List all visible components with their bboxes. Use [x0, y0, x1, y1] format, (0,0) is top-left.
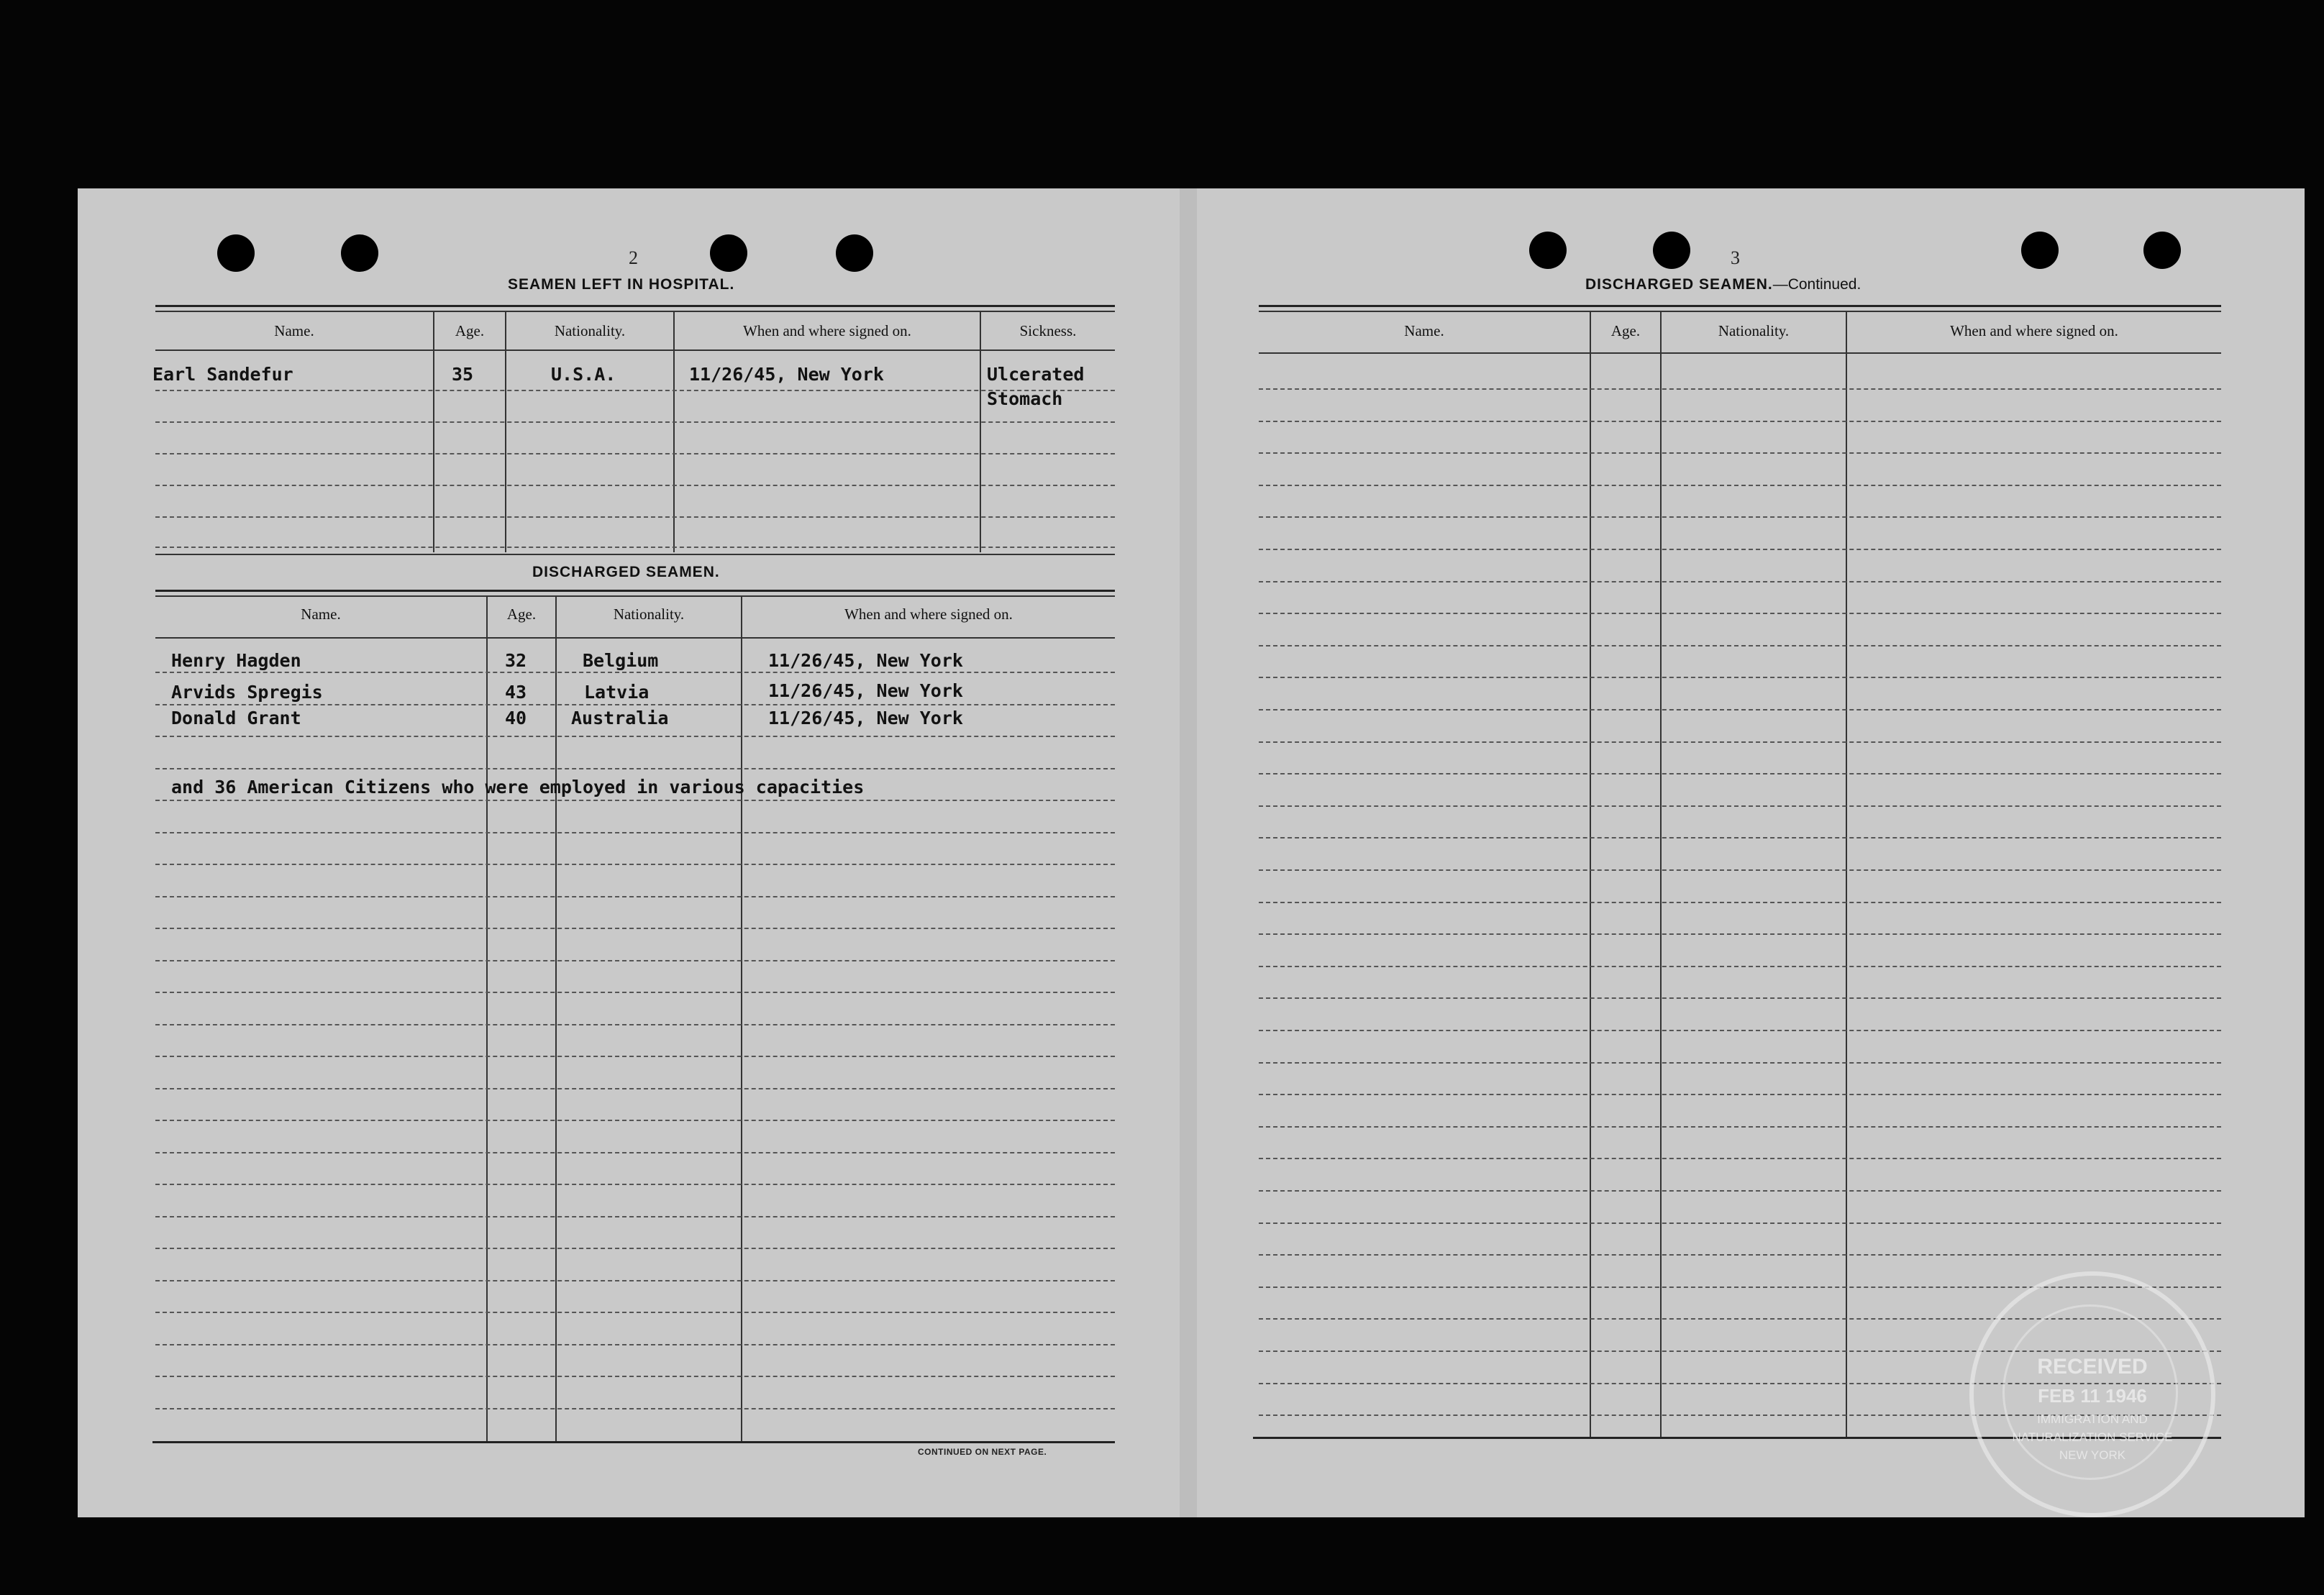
- ruled-line: [155, 1408, 1115, 1409]
- discharged-col-divider: [486, 595, 488, 1441]
- ruled-line: [1259, 1062, 2221, 1064]
- continued-suffix: —Continued.: [1772, 276, 1862, 293]
- discharged-section-title: DISCHARGED SEAMEN.: [532, 564, 720, 580]
- ruled-line: [1259, 1254, 2221, 1256]
- right-col-name: Name.: [1404, 322, 1444, 339]
- hospital-nationality: U.S.A.: [551, 364, 616, 385]
- ruled-line: [1259, 1190, 2221, 1192]
- ruled-line: [1259, 1030, 2221, 1031]
- ruled-line: [155, 928, 1115, 929]
- ruled-line: [155, 1376, 1115, 1377]
- right-col-divider: [1846, 311, 1847, 1437]
- right-header-rule: [1259, 352, 2221, 354]
- page-number: 3: [1731, 247, 1740, 268]
- ruled-line: [1259, 805, 2221, 807]
- discharged-nationality: Belgium: [583, 650, 659, 671]
- discharged-name: Henry Hagden: [171, 650, 301, 671]
- ruled-line: [1259, 388, 2221, 390]
- ruled-line: [1259, 741, 2221, 743]
- hospital-col-name: Name.: [274, 322, 314, 339]
- hospital-row-line: [155, 390, 1115, 391]
- hospital-sickness-line1: Ulcerated: [987, 364, 1085, 385]
- discharged-col-signed-on: When and where signed on.: [844, 605, 1013, 623]
- right-col-divider: [1590, 311, 1591, 1437]
- ruled-line: [155, 704, 1115, 705]
- stamp-agency-2: NATURALIZATION SERVICE: [2012, 1430, 2173, 1444]
- ruled-line: [1259, 549, 2221, 550]
- ruled-line: [155, 1088, 1115, 1089]
- hospital-signed-on: 11/26/45, New York: [689, 364, 884, 385]
- continued-note: CONTINUED ON NEXT PAGE.: [918, 1447, 1047, 1457]
- discharged-continued-label: DISCHARGED SEAMEN.: [1585, 276, 1773, 293]
- hospital-row-line: [155, 516, 1115, 518]
- discharged-name: Arvids Spregis: [171, 682, 323, 703]
- received-stamp: [1969, 1271, 2215, 1517]
- ruled-line: [155, 1216, 1115, 1217]
- punch-hole: [2143, 232, 2181, 269]
- punch-hole: [710, 234, 747, 272]
- punch-hole: [2021, 232, 2059, 269]
- page-fold: [1180, 188, 1197, 1517]
- ruled-line: [1259, 677, 2221, 678]
- stamp-received: RECEIVED: [2037, 1355, 2148, 1379]
- hospital-section-title: SEAMEN LEFT IN HOSPITAL.: [508, 276, 735, 293]
- ruled-line: [1259, 966, 2221, 967]
- hospital-sickness-line2: Stomach: [987, 388, 1063, 409]
- hospital-row-line: [155, 485, 1115, 486]
- stamp-date: FEB 11 1946: [2038, 1385, 2147, 1407]
- ruled-line: [155, 1152, 1115, 1153]
- right-col-nationality: Nationality.: [1718, 322, 1790, 339]
- punch-hole: [1653, 232, 1690, 269]
- punch-hole: [1529, 232, 1567, 269]
- right-top-rule-2: [1259, 311, 2221, 312]
- punch-hole: [836, 234, 873, 272]
- ruled-line: [1259, 1126, 2221, 1128]
- ruled-line: [1259, 645, 2221, 646]
- hospital-row-line: [155, 547, 1115, 548]
- discharged-col-age: Age.: [506, 605, 537, 623]
- ruled-line: [155, 832, 1115, 833]
- ruled-line: [155, 768, 1115, 769]
- ruled-line: [1259, 997, 2221, 999]
- ruled-line: [1259, 485, 2221, 486]
- discharged-col-divider: [555, 595, 557, 1441]
- hospital-row-line: [155, 453, 1115, 454]
- hospital-name: Earl Sandefur: [152, 364, 293, 385]
- ruled-line: [1259, 902, 2221, 903]
- discharged-col-divider: [741, 595, 742, 1441]
- ruled-line: [1259, 933, 2221, 935]
- stamp-agency-1: IMMIGRATION AND: [2037, 1412, 2148, 1426]
- discharged-col-name: Name.: [301, 605, 341, 623]
- hospital-header-rule: [155, 349, 1115, 351]
- hospital-row-line: [155, 421, 1115, 423]
- ruled-line: [1259, 869, 2221, 871]
- ruled-line: [155, 1024, 1115, 1025]
- ruled-line: [155, 1248, 1115, 1249]
- hospital-col-signed-on: When and where signed on.: [743, 322, 911, 339]
- discharged-bottom-rule: [152, 1441, 1115, 1443]
- right-col-divider: [1660, 311, 1662, 1437]
- ruled-line: [1259, 581, 2221, 582]
- ruled-line: [155, 896, 1115, 897]
- discharged-rule-2: [155, 595, 1115, 597]
- ruled-line: [1259, 837, 2221, 838]
- ruled-line: [155, 864, 1115, 865]
- ruled-line: [1259, 1094, 2221, 1095]
- discharged-top-rule: [155, 554, 1115, 555]
- hospital-col-sickness: Sickness.: [1019, 322, 1077, 339]
- ruled-line: [1259, 1158, 2221, 1159]
- right-col-age: Age.: [1610, 322, 1641, 339]
- discharged-signed-on: 11/26/45, New York: [768, 650, 963, 671]
- right-top-rule: [1259, 305, 2221, 307]
- hospital-col-age: Age.: [455, 322, 485, 339]
- discharged-age: 32: [505, 650, 527, 671]
- discharged-name: Donald Grant: [171, 708, 301, 728]
- hospital-col-nationality: Nationality.: [554, 322, 626, 339]
- stamp-city: NEW YORK: [2059, 1448, 2126, 1462]
- ruled-line: [155, 1184, 1115, 1185]
- ruled-line: [155, 800, 1115, 801]
- discharged-signed-on: 11/26/45, New York: [768, 680, 963, 701]
- punch-hole: [217, 234, 255, 272]
- discharged-note: and 36 American Citizens who were employed in various capacities: [171, 777, 865, 798]
- ruled-line: [1259, 773, 2221, 774]
- ruled-line: [1259, 1222, 2221, 1224]
- ruled-line: [155, 992, 1115, 993]
- discharged-header-rule: [155, 637, 1115, 639]
- ruled-line: [155, 1280, 1115, 1281]
- discharged-col-nationality: Nationality.: [613, 605, 685, 623]
- ruled-line: [1259, 452, 2221, 454]
- ruled-line: [1259, 613, 2221, 614]
- ruled-line: [1259, 516, 2221, 518]
- discharged-age: 40: [505, 708, 527, 728]
- discharged-continued-title: [1585, 276, 1861, 293]
- ruled-line: [155, 1120, 1115, 1121]
- discharged-signed-on: 11/26/45, New York: [768, 708, 963, 728]
- hospital-age: 35: [452, 364, 474, 385]
- ruled-line: [155, 672, 1115, 673]
- discharged-nationality: Latvia: [584, 682, 650, 703]
- hospital-top-rule: [155, 305, 1115, 307]
- ruled-line: [155, 960, 1115, 961]
- ruled-line: [1259, 709, 2221, 710]
- discharged-age: 43: [505, 682, 527, 703]
- discharged-rule: [155, 590, 1115, 592]
- ruled-line: [155, 736, 1115, 737]
- ruled-line: [155, 1056, 1115, 1057]
- right-col-signed-on: When and where signed on.: [1950, 322, 2118, 339]
- hospital-top-rule-2: [155, 311, 1115, 312]
- discharged-nationality: Australia: [571, 708, 669, 728]
- ruled-line: [1259, 421, 2221, 422]
- ruled-line: [155, 1312, 1115, 1313]
- punch-hole: [341, 234, 378, 272]
- ruled-line: [155, 1344, 1115, 1345]
- page-number: 2: [629, 247, 638, 268]
